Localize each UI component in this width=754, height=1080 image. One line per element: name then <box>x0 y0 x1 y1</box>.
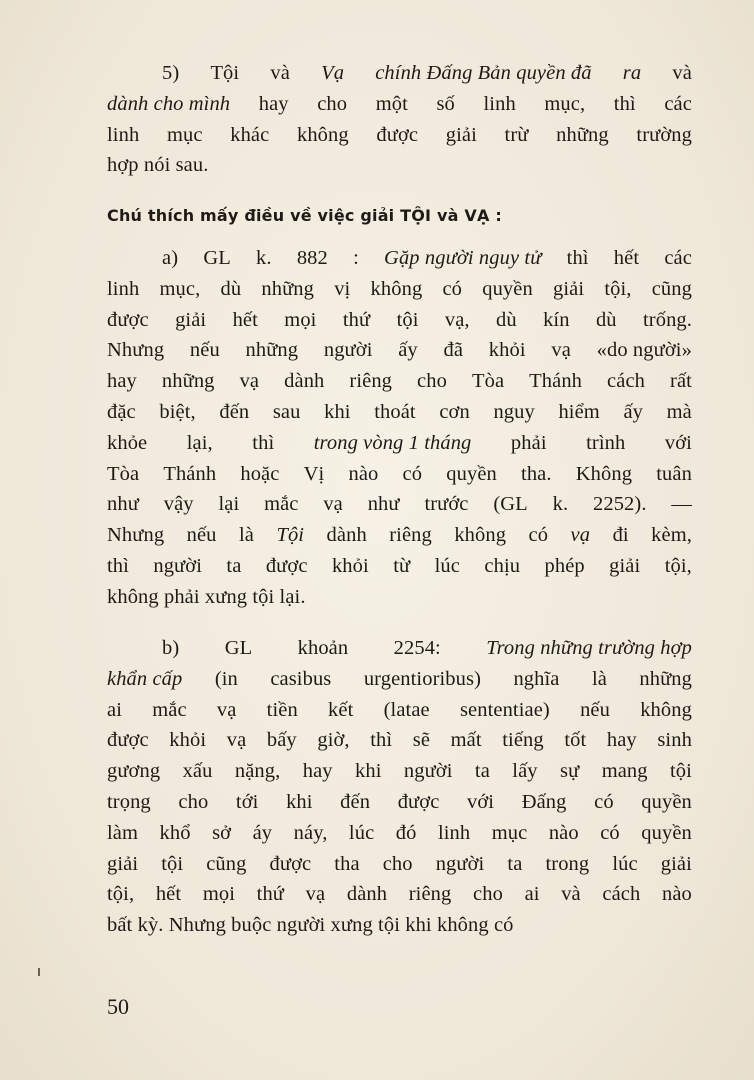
word: và <box>672 62 692 84</box>
word: đi <box>612 524 629 547</box>
word: (in <box>214 667 238 690</box>
word: khỏi <box>488 339 526 362</box>
text-line <box>107 668 692 699</box>
text-line <box>107 493 692 524</box>
text-line <box>107 432 692 463</box>
word: biệt, <box>159 400 196 423</box>
word: hay <box>606 729 637 752</box>
word: nếu <box>186 524 217 547</box>
word: thì <box>370 729 393 752</box>
word: riêng <box>389 524 432 547</box>
word: hết <box>613 247 640 269</box>
word: Tòa <box>107 462 140 485</box>
word: sinh <box>657 729 692 752</box>
word: hết <box>155 883 182 906</box>
word: lúc <box>434 554 460 577</box>
word: khỏi <box>331 554 369 577</box>
word: sententiae) <box>459 698 550 721</box>
word: linh <box>437 821 471 844</box>
word: có <box>493 914 514 937</box>
word: giải <box>660 852 692 875</box>
word: tội <box>161 852 184 875</box>
word: làm <box>107 821 139 844</box>
word: giải <box>445 123 477 146</box>
word: đó <box>395 821 417 844</box>
word: trong vòng 1 tháng <box>313 431 472 454</box>
word: nào <box>348 462 379 485</box>
word: và <box>270 62 290 84</box>
word: hết <box>232 308 258 331</box>
word: Tội <box>276 524 305 547</box>
word: thứ <box>256 883 285 906</box>
word: vạ, <box>444 308 470 331</box>
word: như <box>107 493 139 516</box>
word: ai <box>107 698 122 721</box>
word: vạ <box>570 524 591 547</box>
text-line <box>107 339 692 370</box>
text-line <box>107 278 692 309</box>
word: gương <box>107 760 161 783</box>
word: «do người» <box>596 339 692 362</box>
word: hay <box>302 760 333 783</box>
paragraph-5 <box>107 62 692 185</box>
word: tiền <box>266 698 298 721</box>
text-line <box>107 729 692 760</box>
word: vạ <box>305 883 326 906</box>
text-line <box>107 309 692 340</box>
word: tội <box>396 308 419 331</box>
word: trình <box>586 431 626 454</box>
word: những <box>261 277 315 300</box>
word: ấy <box>398 339 418 362</box>
word: — <box>671 493 692 516</box>
word: mà <box>666 400 692 423</box>
word: (GL <box>493 493 528 516</box>
word: urgentioribus) <box>363 667 482 690</box>
word: người <box>435 852 485 875</box>
word: Vị <box>303 462 325 485</box>
word: trong <box>545 852 590 875</box>
word: sẽ <box>412 729 431 752</box>
word: : <box>353 247 359 269</box>
word: vị <box>334 277 351 300</box>
word: 5) <box>162 62 180 84</box>
text-line <box>107 760 692 791</box>
word: đặc <box>107 400 136 423</box>
word: 882 <box>296 247 328 269</box>
word: buộc <box>231 914 272 937</box>
word: người <box>153 554 203 577</box>
word: mục, <box>544 92 586 115</box>
text-line <box>107 822 692 853</box>
word: những <box>556 123 609 146</box>
word: kỳ. <box>137 914 164 937</box>
word: hoặc <box>240 462 280 485</box>
word: tới <box>235 790 259 813</box>
word: từ <box>393 554 411 577</box>
word: người <box>276 914 326 937</box>
word: được <box>107 729 149 752</box>
word: khi <box>405 914 432 937</box>
word: dành <box>346 883 388 906</box>
word: náy, <box>293 821 328 844</box>
word: thoát <box>374 400 416 423</box>
word: nào <box>662 883 692 906</box>
word: linh <box>107 123 140 146</box>
word: linh <box>483 92 516 115</box>
word: Tội <box>210 62 240 84</box>
word: không <box>640 698 692 721</box>
word: dành <box>284 370 325 393</box>
word: tội, <box>107 883 135 906</box>
word: có <box>528 524 549 547</box>
word: tội, <box>664 554 692 577</box>
word: GL <box>203 247 231 269</box>
word: 2252). <box>593 493 647 516</box>
word: quyền <box>446 462 497 485</box>
word: khẩn cấp <box>107 667 183 690</box>
text-line <box>107 914 692 945</box>
word: quyền <box>482 277 533 300</box>
word: khỏe <box>107 431 148 454</box>
word: dành cho mình <box>107 92 231 115</box>
text-line <box>107 791 692 822</box>
word: mang <box>601 760 648 783</box>
word: có <box>600 821 620 844</box>
word: kết <box>328 698 354 721</box>
word: khi <box>355 760 382 783</box>
word: lúc <box>348 821 375 844</box>
paper-speck <box>38 968 40 976</box>
word: đến <box>219 400 250 423</box>
word: những <box>245 339 299 362</box>
word: hay <box>258 92 289 115</box>
word: Vạ <box>321 62 345 84</box>
word: 2254: <box>393 637 441 659</box>
word: sau <box>272 400 301 423</box>
word: GL <box>224 637 253 659</box>
word: cơn <box>439 400 470 423</box>
word: tội <box>378 914 400 937</box>
word: mất <box>450 729 482 752</box>
word: thì <box>107 554 129 577</box>
word: số <box>436 92 455 115</box>
word: một <box>375 92 408 115</box>
word: nếu <box>580 698 610 721</box>
word: vạ <box>226 729 247 752</box>
word: trừ <box>504 123 529 146</box>
word: ai <box>524 883 540 906</box>
word: nguy <box>493 400 535 423</box>
word: mục, <box>159 277 201 300</box>
word: xưng <box>330 914 373 937</box>
word: những <box>639 667 692 690</box>
word: tuân <box>656 462 692 485</box>
word: lại <box>218 493 240 516</box>
word: tốt <box>564 729 587 752</box>
word: Tòa <box>471 370 505 393</box>
word: phải <box>510 431 547 454</box>
word: bấy <box>266 729 297 752</box>
word: Thánh <box>163 462 217 485</box>
word: thì <box>613 92 636 115</box>
word: thì <box>566 247 589 269</box>
word: đến <box>340 790 371 813</box>
word: nặng, <box>234 760 281 783</box>
word: vạ <box>551 339 571 362</box>
word: mắc <box>264 493 299 516</box>
word: dù <box>595 308 617 331</box>
word: các <box>664 247 692 269</box>
text-line <box>107 637 692 668</box>
word: dù <box>496 308 517 331</box>
word: áy <box>252 821 273 844</box>
word: tha. <box>521 462 552 485</box>
word: xấu <box>182 760 213 783</box>
word: dành <box>326 524 367 547</box>
word: ra <box>622 62 642 84</box>
word: Nhưng <box>107 339 165 362</box>
word: Trong những trường hợp <box>486 637 692 659</box>
word: mọi <box>202 883 236 906</box>
word: khỏi <box>169 729 207 752</box>
word: cho <box>317 92 348 115</box>
word: là <box>591 667 607 690</box>
word: thứ <box>342 308 371 331</box>
word: nào <box>548 821 579 844</box>
word: ta <box>226 554 242 577</box>
word: k. <box>552 493 569 516</box>
word: khoản <box>297 637 349 659</box>
text-line <box>107 883 692 914</box>
word: Nhưng <box>168 914 226 937</box>
word: vậy <box>163 493 194 516</box>
word: ta <box>474 760 490 783</box>
word: phép <box>544 554 585 577</box>
section-heading: Chú thích mấy điều về việc giải TỘI và VẠ : <box>107 206 502 225</box>
word: mục <box>166 123 203 146</box>
text-line <box>107 62 692 93</box>
word: chịu <box>484 554 521 577</box>
word: được <box>269 852 312 875</box>
word: cho <box>178 790 209 813</box>
word: thì <box>252 431 275 454</box>
word: không <box>296 123 349 146</box>
word: linh <box>107 277 140 300</box>
word: được <box>107 308 149 331</box>
word: khổ <box>159 821 191 844</box>
word: đã <box>443 339 464 362</box>
text-line <box>107 524 692 555</box>
word: sự <box>560 760 580 783</box>
word: cho <box>473 883 503 906</box>
word: mục <box>491 821 528 844</box>
text-line <box>107 586 692 617</box>
word: và <box>561 883 581 906</box>
word: có <box>594 790 614 813</box>
text-line <box>107 247 692 278</box>
word: chính Đấng Bản quyền đã <box>375 62 592 84</box>
word: kèm, <box>651 524 692 547</box>
word: khi <box>324 400 351 423</box>
page-number: 50 <box>107 994 129 1019</box>
word: được <box>376 123 419 146</box>
word: sở <box>212 821 232 844</box>
word: Đấng <box>521 790 567 813</box>
text-line <box>107 699 692 730</box>
word: trọng <box>107 790 151 813</box>
word: quyền <box>641 821 692 844</box>
word: trường <box>636 123 692 146</box>
word: là <box>238 524 254 547</box>
word: không <box>370 277 423 300</box>
word: với <box>664 431 692 454</box>
word: a) <box>162 247 179 269</box>
word: giải <box>609 554 641 577</box>
text-line <box>107 463 692 494</box>
word: được <box>265 554 308 577</box>
text-line <box>107 154 692 185</box>
word: lấy <box>512 760 538 783</box>
word: nếu <box>189 339 220 362</box>
word: tội, <box>604 277 632 300</box>
word: không <box>454 524 507 547</box>
word: vạ <box>216 698 237 721</box>
word: cho <box>417 370 447 393</box>
word: k. <box>256 247 272 269</box>
word: giải <box>107 852 139 875</box>
word: ta <box>507 852 523 875</box>
text-line <box>107 853 692 884</box>
word: cũng <box>206 852 247 875</box>
word: hiểm <box>558 400 600 423</box>
word: quyền <box>641 790 692 813</box>
text-line <box>107 370 692 401</box>
word: cách <box>602 883 641 906</box>
word: lại, <box>186 431 213 454</box>
word: casibus <box>270 667 332 690</box>
word: giải <box>553 277 585 300</box>
word: với <box>467 790 495 813</box>
word: hay <box>107 370 137 393</box>
word: rất <box>670 370 692 393</box>
word: các <box>664 92 692 115</box>
word: tha <box>334 852 360 875</box>
word: b) <box>162 637 180 659</box>
word: người <box>323 339 373 362</box>
word: nghĩa <box>513 667 560 690</box>
word: tội <box>670 760 692 783</box>
word: riêng <box>408 883 452 906</box>
word: dù <box>220 277 242 300</box>
word: như <box>367 493 400 516</box>
word: cách <box>607 370 645 393</box>
word: Thánh <box>529 370 583 393</box>
text-line <box>107 124 692 155</box>
word: khác <box>230 123 270 146</box>
word: hợp nói sau. <box>107 154 209 177</box>
word: lúc <box>612 852 638 875</box>
word: bất <box>107 914 133 937</box>
paragraph-a <box>107 247 692 617</box>
word: Gặp người nguy tử <box>384 247 542 269</box>
paragraph-b <box>107 637 692 945</box>
word: giải <box>175 308 207 331</box>
word: Không <box>575 462 633 485</box>
word: Nhưng <box>107 524 165 547</box>
word: trước <box>424 493 469 516</box>
word: giờ, <box>317 729 350 752</box>
text-line <box>107 401 692 432</box>
word: kín <box>543 308 570 331</box>
word: tiếng <box>502 729 544 752</box>
word: có <box>402 462 423 485</box>
word: mắc <box>152 698 187 721</box>
word: cũng <box>651 277 692 300</box>
word: mọi <box>284 308 317 331</box>
word: được <box>397 790 440 813</box>
word: khi <box>286 790 313 813</box>
word: ấy <box>623 400 644 423</box>
word: riêng <box>349 370 393 393</box>
word: trống. <box>643 308 692 331</box>
word: cho <box>382 852 413 875</box>
word: người <box>403 760 453 783</box>
word: không phải xưng tội lại. <box>107 585 306 608</box>
word: (latae <box>383 698 430 721</box>
word: có <box>442 277 463 300</box>
text-line <box>107 555 692 586</box>
word: không <box>436 914 489 937</box>
word: vạ <box>323 493 343 516</box>
word: vạ <box>239 370 260 393</box>
text-line <box>107 93 692 124</box>
word: những <box>161 370 215 393</box>
